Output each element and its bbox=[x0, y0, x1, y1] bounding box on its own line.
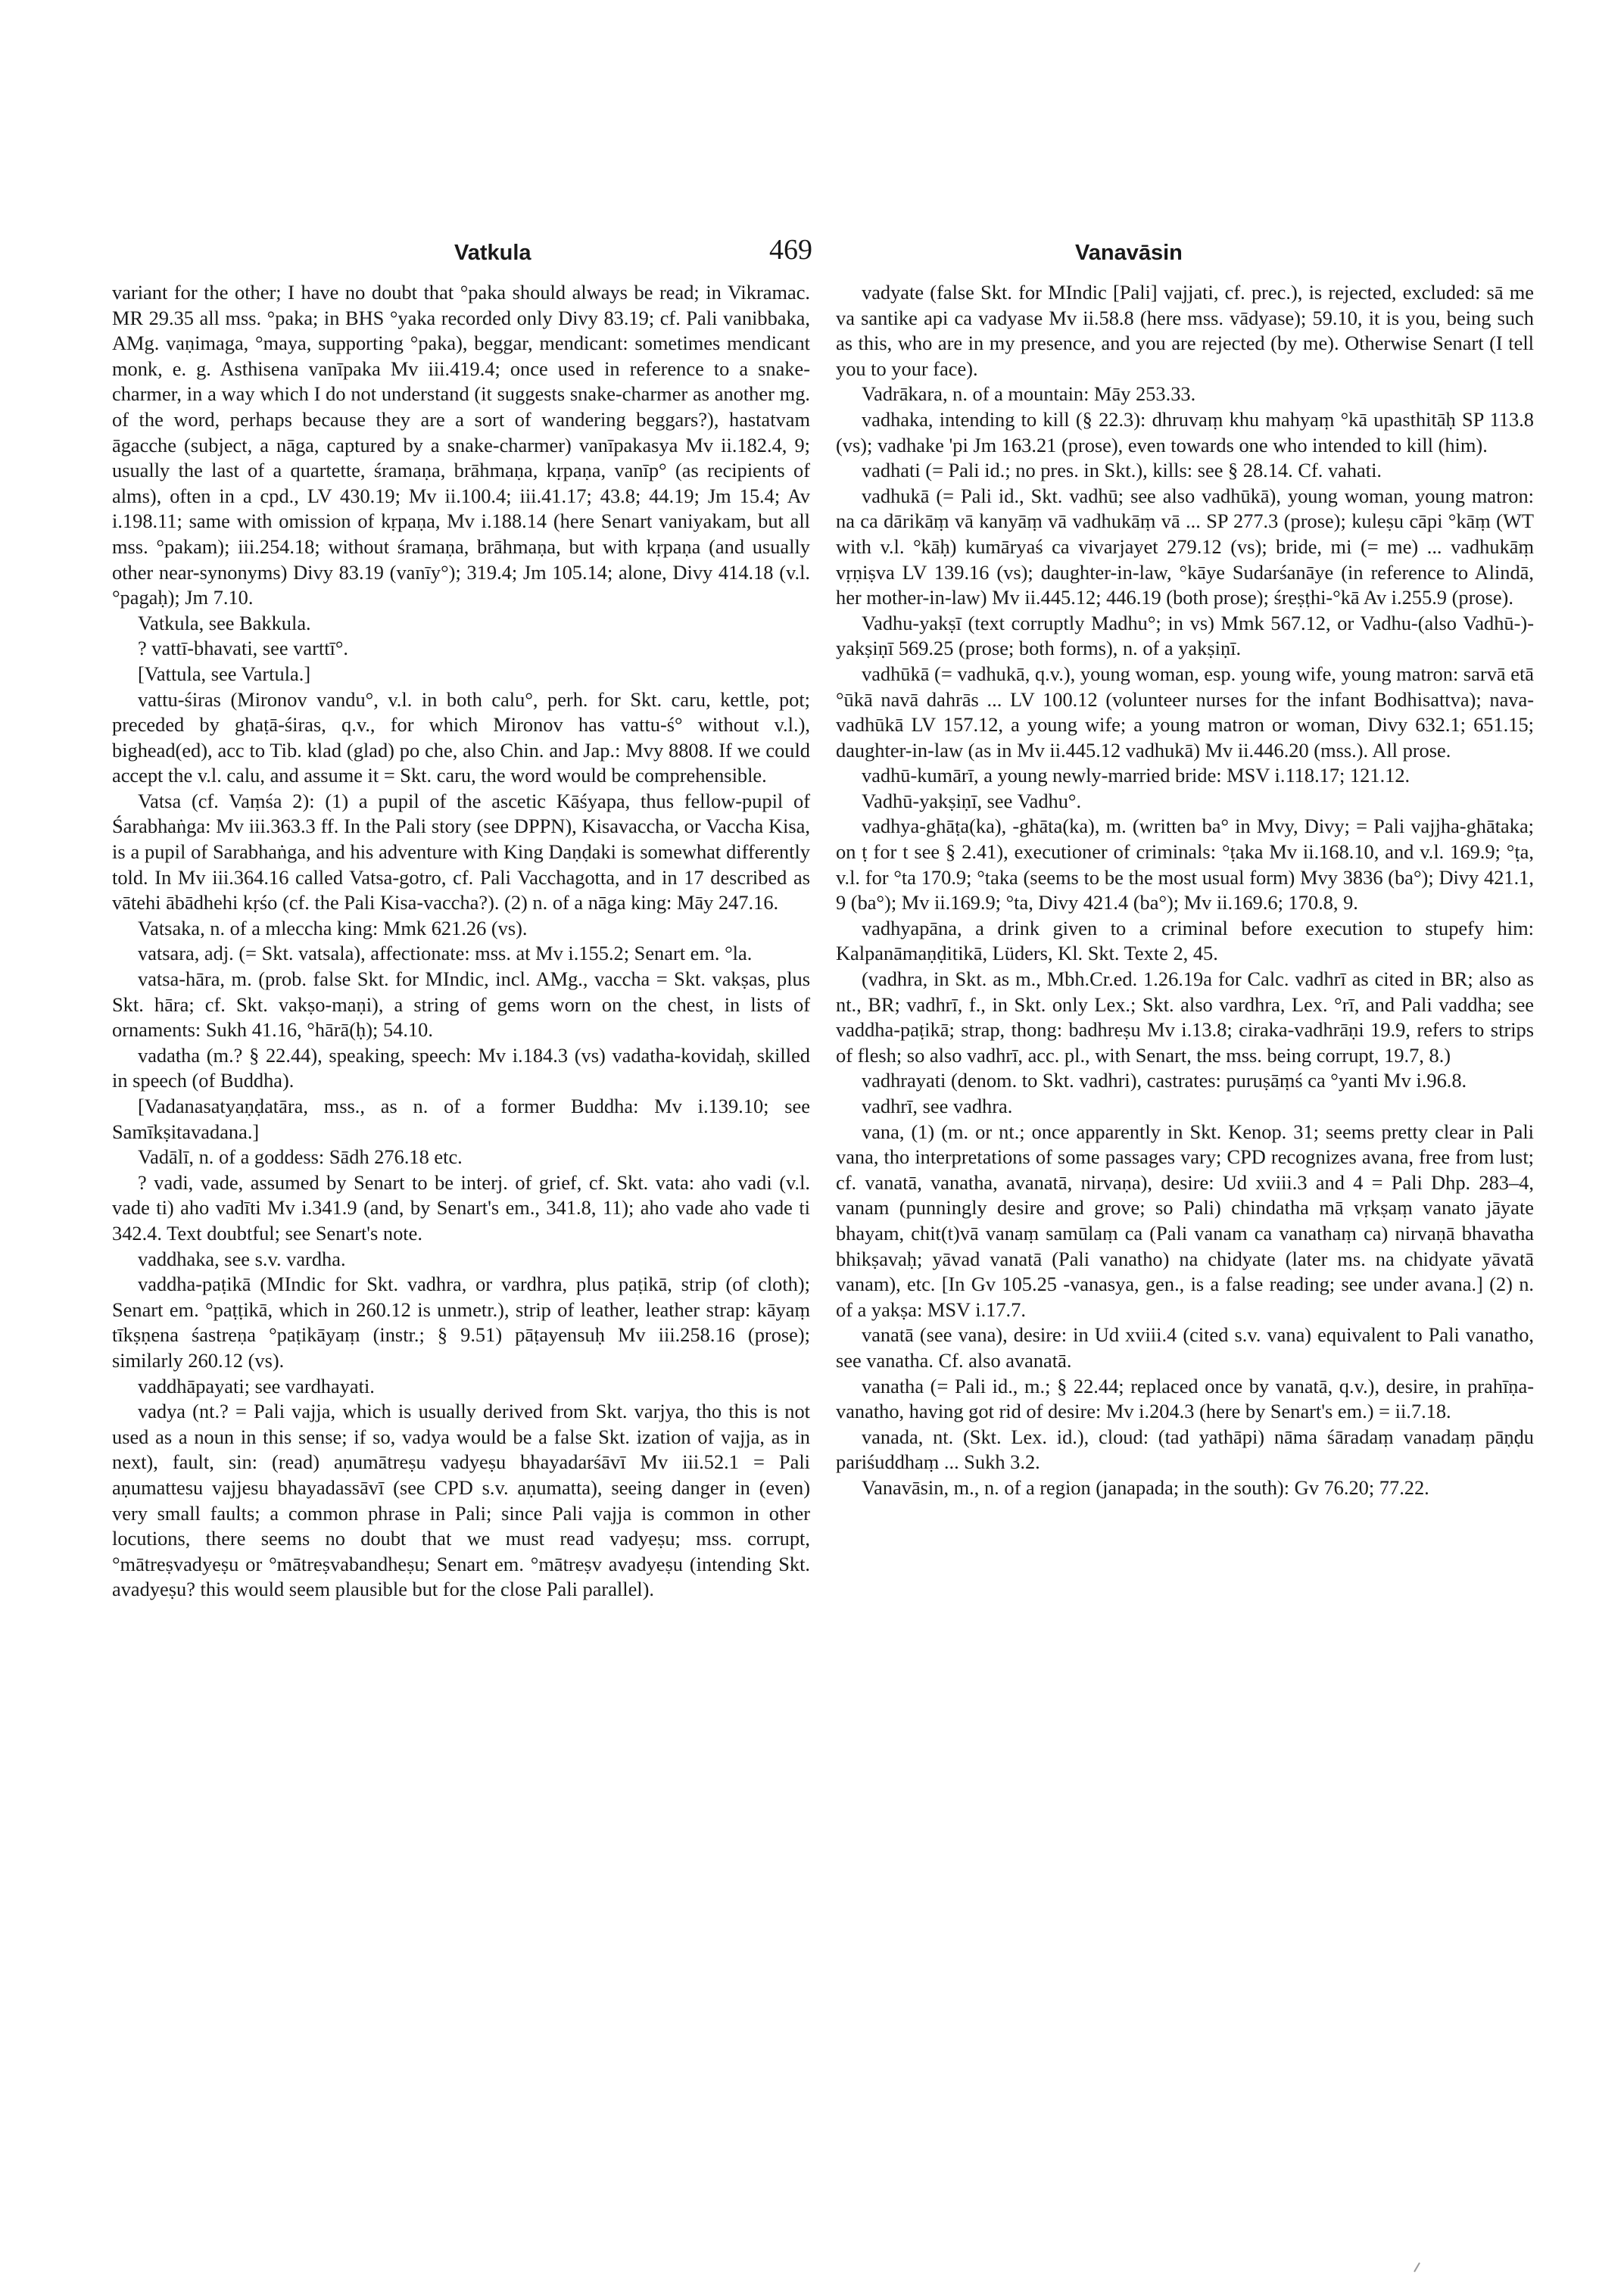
entry-vatsa: Vatsa (cf. Vaṃśa 2): (1) a pupil of the ascetic Kāśyapa, thus fellow-pupil of Śarabhaṅga: Mv iii.363.3 ff. In the Pali story (see DPPN), Kisavaccha, or Vaccha Kisa, is a pupil of Sarabhaṅga, and his adventure with King Daṇḍaki is somewhat differently told. In Mv iii.364.16 called Vatsa-gotro, cf. Pali Vacchagotta, and in 17 described as vātehi ābādhehi kṛśo (cf. the Pali Kisa-vaccha?). (2) n. of a nāga king: Māy 247.16. bbox=[112, 789, 810, 914]
entry-vanavasin: Vanavāsin, m., n. of a region (janapada; in the south): Gv 76.20; 77.22. bbox=[862, 1475, 1429, 1499]
entry-vanada: vanada, nt. (Skt. Lex. id.), cloud: (tad yathāpi) nāma śāradaṃ vanadaṃ pāṇḍu pariśuddhaṃ ... Sukh 3.2. bbox=[836, 1425, 1534, 1474]
entry-vadhrayati: vadhrayati (denom. to Skt. vadhri), castrates: puruṣāṃś ca °yanti Mv i.96.8. bbox=[862, 1069, 1467, 1092]
entry-continuation: variant for the other; I have no doubt that °paka should always be read; in Vikramac. MR 29.35 all mss. °paka; in BHS °yaka recorded only Divy 83.19; cf. Pali vanibbaka, AMg. vaṇimaga, °maya, supporting °paka), beggar, mendicant: sometimes mendicant monk, e. g. Asthisena vanīpaka Mv iii.419.4; once used in reference to a snake-charmer, in a way which I do not understand (it suggests snake-charmer as another mg. of the word, perhaps because they are a sort of wandering beggars?), hastatvam āgacche (subject, a nāga, captured by a snake-charmer) vanīpakasya Mv ii.182.4, 9; usually the last of a quartette, śramaṇa, brāhmaṇa, kṛpaṇa, vanīp° (as recipients of alms), often in a cpd., LV 430.19; Mv ii.100.4; iii.41.17; 43.8; 44.19; Jm 15.4; Av i.198.11; same with omission of kṛpaṇa, Mv i.188.14 (here Senart vaniyakam, but all mss. °pakam); iii.254.18; without śramaṇa, brāhmaṇa, but with kṛpaṇa (and usually other near-synonyms) Divy 83.19 (vanīy°); 319.4; Jm 105.14; alone, Divy 414.18 (v.l. °pagaḥ); Jm 7.10. bbox=[112, 281, 810, 609]
entry-vadyate: vadyate (false Skt. for MIndic [Pali] vajjati, cf. prec.), is rejected, excluded: sā me va santike api ca vadyase Mv ii.58.8 (here mss. vādyase); 59.10, it is you, being such as this, who are in my presence, and you are rejected (by me). Otherwise Senart (I tell you to your face). bbox=[836, 281, 1534, 380]
entry-vatkula: Vatkula, see Bakkula. bbox=[138, 611, 311, 634]
entry-vadrakara: Vadrākara, n. of a mountain: Māy 253.33. bbox=[862, 382, 1196, 406]
running-head-left: Vatkula bbox=[454, 241, 531, 265]
entry-vanatha: vanatha (= Pali id., m.; § 22.44; replaced once by vanatā, q.v.), desire, in prahīṇa-vanatho, having got rid of desire: Mv i.204.3 (here by Senart's em.) = ii.7.18. bbox=[836, 1374, 1534, 1423]
entry-vattula: [Vattula, see Vartula.] bbox=[138, 662, 311, 685]
entry-vanata: vanatā (see vana), desire: in Ud xviii.4 (cited s.v. vana) equivalent to Pali vanatho, see vanatha. Cf. also avanatā. bbox=[836, 1323, 1534, 1372]
entry-vana: vana, (1) (m. or nt.; once apparently in Skt. Kenop. 31; seems pretty clear in Pali vana, tho interpretations of some passages vary; CPD recognizes avana, free from lust; cf. vanatā, vanatha, avanatā, nirvaṇa), desire: Ud xviii.3 and 4 = Pali Dhp. 283–4, vanam (punningly desire and grove; so Pali) chindatha mā vṛkṣaṃ vanato jāyate bhayam, chit(t)vā vanaṃ samūlaṃ ca (Pali vanam ca vanathaṃ ca) nirvaṇā bhavatha bhikṣavaḥ; yāvad vanatā (Pali vanatho) na chidyate (later ms. na chidyate yāvatā vanam), etc. [In Gv 105.25 -vanasya, gen., is a false reading; see under avana.] (2) n. of a yakṣa: MSV i.17.7. bbox=[836, 1120, 1534, 1321]
right-column bbox=[836, 280, 1534, 1501]
entry-vadatha: vadatha (m.? § 22.44), speaking, speech: Mv i.184.3 (vs) vadatha-kovidaḥ, skilled in speech (of Buddha). bbox=[112, 1043, 810, 1092]
left-column bbox=[112, 280, 810, 1603]
entry-vadhuuka: vadhūkā (= vadhukā, q.v.), young woman, esp. young wife, young matron: sarvā etā °ūkā navā dahrās ... LV 100.12 (volunteer nurses for the infant Bodhisattva); nava-vadhūkā LV 157.12, a young wife; a young matron or woman, Divy 632.1; 651.15; daughter-in-law (as in Mv ii.445.12 vadhukā) Mv ii.446.20 (mss.). All prose. bbox=[836, 662, 1534, 762]
entry-vatsaka: Vatsaka, n. of a mleccha king: Mmk 621.26 (vs). bbox=[138, 916, 528, 939]
entry-vadhri: vadhrī, see vadhra. bbox=[862, 1095, 1013, 1117]
entry-vatsara: vatsara, adj. (= Skt. vatsala), affectionate: mss. at Mv i.155.2; Senart em. °la. bbox=[138, 942, 753, 965]
entry-vadhu-kumari: vadhū-kumārī, a young newly-married bride: MSV i.118.17; 121.12. bbox=[862, 764, 1410, 787]
page-number: 469 bbox=[769, 234, 812, 266]
entry-vadali: Vadālī, n. of a goddess: Sādh 276.18 etc. bbox=[138, 1145, 463, 1169]
entry-vaddha-patika: vaddha-paṭikā (MIndic for Skt. vadhra, or vardhra, plus paṭikā, strip (of cloth); Senart em. °paṭṭikā, which in 260.12 is unmetr.), strip of leather, leather strap: kāyaṃ tīkṣṇena śastreṇa °paṭikāyaṃ (instr.; § 9.51) pāṭayensuḥ Mv iii.258.16 (prose); similarly 260.12 (vs). bbox=[112, 1273, 810, 1372]
entry-vadhu-yaksi: Vadhu-yakṣī (text corruptly Madhu°; in vs) Mmk 567.12, or Vadhu-(also Vadhū-)-yakṣiṇī 569.25 (prose; both forms), n. of a yakṣiṇī. bbox=[836, 611, 1534, 660]
entry-vattu-siras: vattu-śiras (Mironov vandu°, v.l. in both calu°, perh. for Skt. caru, kettle, pot; preceded by ghaṭā-śiras, q.v., for which Mironov has vattu-ś° without v.l.), bighead(ed), acc to Tib. klad (glad) po che, also Chin. and Jap.: Mvy 8808. If we could accept the v.l. calu, and assume it = Skt. caru, the word would be comprehensible. bbox=[112, 687, 810, 787]
entry-vadanasatyandatara: [Vadanasatyaṇḍatāra, mss., as n. of a former Buddha: Mv i.139.10; see Samīkṣitavadana.] bbox=[112, 1095, 810, 1143]
entry-vadhu-yaksini: Vadhū-yakṣiṇī, see Vadhu°. bbox=[862, 789, 1082, 812]
entry-vaddhaka: vaddhaka, see s.v. vardha. bbox=[138, 1247, 346, 1270]
entry-vaddhapayati: vaddhāpayati; see vardhayati. bbox=[138, 1374, 375, 1397]
entry-vatti-bhavati: ? vattī-bhavati, see varttī°. bbox=[138, 637, 349, 660]
margin-mark bbox=[1414, 2262, 1426, 2275]
entry-vadhati: vadhati (= Pali id.; no pres. in Skt.), kills: see § 28.14. Cf. vahati. bbox=[862, 459, 1382, 482]
entry-vadya: vadya (nt.? = Pali vajja, which is usually derived from Skt. varjya, tho this is not used as a noun in this sense; if so, vadya would be a false Skt. ization of vajja, as in next), fault, sin: (read) aṇumātreṣu vadyeṣu bhayadarśāvī Mv iii.52.1 = Pali aṇumattesu vajjesu bhayadassāvī (see CPD s.v. aṇumatta), seeing danger in (even) very small faults; a common phrase in Pali; since Pali vajja is common in other locutions, there seems no doubt that we must read vadyeṣu; mss. corrupt, °mātreṣvadyeṣu or °mātreṣvabandheṣu; Senart em. °mātreṣv avadyeṣu (intending Skt. avadyeṣu? this would seem plausible but for the close Pali parallel). bbox=[112, 1400, 810, 1601]
entry-vatsa-hara: vatsa-hāra, m. (prob. false Skt. for MIndic, incl. AMg., vaccha = Skt. vakṣas, plus Skt. hāra; cf. Skt. vakṣo-maṇi), a string of gems worn on the chest, in lists of ornaments: Sukh 41.16, °hārā(ḥ); 54.10. bbox=[112, 967, 810, 1042]
entry-vadhra: (vadhra, in Skt. as m., Mbh.Cr.ed. 1.26.19a for Calc. vadhrī as cited in BR; also as nt., BR; vadhrī, f., in Skt. only Lex.; Skt. also vardhra, Lex. °rī, and Pali vaddha; see vaddha-paṭikā; strap, thong: badhreṣu Mv i.13.8; ciraka-vadhrāṇi 19.9, refers to strips of flesh; so also vadhrī, acc. pl., with Senart, the mss. being corrupt, 19.7, 8.) bbox=[836, 967, 1534, 1067]
entry-vadhuka: vadhukā (= Pali id., Skt. vadhū; see also vadhūkā), young woman, young matron: na ca dārikāṃ vā kanyāṃ vā vadhukāṃ vā ... SP 277.3 (prose); kuleṣu cāpi °kāṃ (WT with v.l. °kāḥ) kumāryaś ca vivarjayet 279.12 (vs); bride, mi (= me) ... vadhukāṃ vṛṇiṣva LV 139.16 (vs); daughter-in-law, °kāye Sudarśanāye (in reference to Alindā, her mother-in-law) Mv ii.445.12; 446.19 (both prose); śreṣṭhi-°kā Av i.255.9 (prose). bbox=[836, 484, 1534, 609]
entry-vadhaka: vadhaka, intending to kill (§ 22.3): dhruvaṃ khu mahyaṃ °kā upasthitāḥ SP 113.8 (vs); vadhake 'pi Jm 163.21 (prose), even towards one who intended to kill (him). bbox=[836, 407, 1534, 456]
entry-vadi: ? vadi, vade, assumed by Senart to be interj. of grief, cf. Skt. vata: aho vadi (v.l. vade ti) aho vadīti Mv i.341.9 (and, by Senart's em., 341.8, 11); aho vade aho vade ti 342.4. Text doubtful; see Senart's note. bbox=[112, 1170, 810, 1245]
entry-vadhyapana: vadhyapāna, a drink given to a criminal before execution to stupefy him: Kalpanāmaṇḍitikā, Lüders, Kl. Skt. Texte 2, 45. bbox=[836, 916, 1534, 965]
entry-vadhya-ghata: vadhya-ghāṭa(ka), -ghāta(ka), m. (written ba° in Mvy, Divy; = Pali vajjha-ghātaka; on ṭ for t see § 2.41), executioner of criminals: °ṭaka Mv ii.168.10, and v.l. 169.9; °ṭa, v.l. for °ta 170.9; °taka (seems to be the most usual form) Mvy 3836 (ba°); Divy 421.1, 9 (ba°); Mv ii.169.9; °ta, Divy 421.4 (ba°); Mv ii.169.6; 170.8, 9. bbox=[836, 815, 1534, 914]
running-head-right: Vanavāsin bbox=[1075, 241, 1183, 265]
